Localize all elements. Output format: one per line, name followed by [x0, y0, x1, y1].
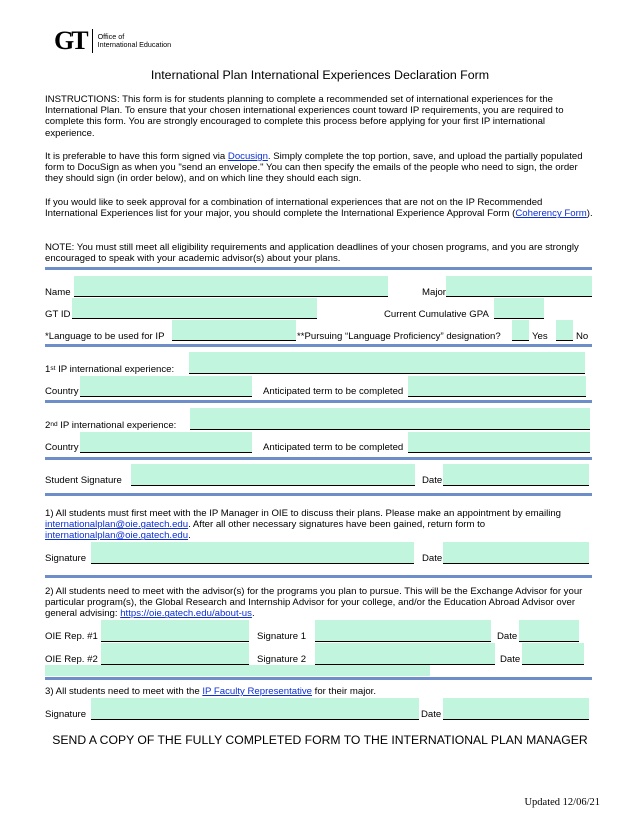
experience1-label: 1st IP international experience:	[45, 364, 175, 375]
section-divider	[45, 344, 592, 347]
approval-paragraph: If you would like to seek approval for a combination of international experiences that are not on the IP Recommended International Experiences list for your major, you should complete the International Experience Approval Form (Coherency Form).	[45, 197, 593, 220]
gt-logo-mark: GT	[54, 26, 86, 55]
rep1-label: OIE Rep. #1	[45, 631, 98, 642]
note-paragraph: NOTE: You must still meet all eligibility requirements and application deadlines of your chosen programs, and you are strongly encouraged to speak with your academic advisor(s) about your plans.	[45, 242, 579, 265]
sig1-label: Signature 1	[257, 631, 307, 642]
country1-field[interactable]	[80, 376, 252, 397]
section1-signature-label: Signature	[45, 553, 87, 564]
updated-date: Updated 12/06/21	[524, 797, 600, 808]
oie-about-link[interactable]: https://oie.gatech.edu/about-us	[120, 608, 252, 620]
ip-email-link-2[interactable]: internationalplan@oie.gatech.edu	[45, 530, 189, 542]
instructions-paragraph: INSTRUCTIONS: This form is for students planning to complete a recommended set of international experiences for the International Plan. To ensure that your chosen international experiences count toward IP requirements, you are required to complete this form. You are strongly encouraged to complete this process before applying for your first IP international experience.	[45, 94, 564, 139]
section-divider	[45, 677, 592, 680]
experience1-field[interactable]	[189, 352, 585, 374]
section-divider	[45, 267, 592, 270]
office-name: Office of International Education	[97, 31, 172, 49]
proficiency-label: **Pursuing “Language Proficiency” designation?	[297, 331, 501, 342]
date1-label: Date	[497, 631, 518, 642]
section1-date-label: Date	[422, 553, 443, 564]
term2-label: Anticipated term to be completed	[263, 442, 404, 453]
experience2-label: 2nd IP international experience:	[45, 420, 177, 431]
name-label: Name	[45, 287, 71, 298]
student-date-field[interactable]	[443, 464, 589, 486]
gpa-field[interactable]	[494, 298, 544, 319]
section1-signature-field[interactable]	[91, 542, 414, 564]
section-divider	[45, 493, 592, 496]
section1-text: 1) All students must first meet with the IP Manager in OIE to discuss their plans. Please make an appointment by emailing internationalplan@oie.gatech.edu. After all other necessary signatures have been gained, return form to internationalplan@oie.gatech.edu.	[45, 508, 562, 542]
logo-divider	[92, 29, 93, 53]
experience2-field[interactable]	[190, 408, 590, 430]
student-signature-field[interactable]	[131, 464, 415, 486]
term1-field[interactable]	[408, 376, 586, 397]
rep2-field[interactable]	[101, 643, 249, 665]
language-label: *Language to be used for IP	[45, 331, 165, 342]
sig2-label: Signature 2	[257, 654, 307, 665]
date1-field[interactable]	[519, 620, 579, 642]
section2-text: 2) All students need to meet with the advisor(s) for the programs you plan to pursue. This will be the Exchange Advisor for your particular program(s), the Global Research and Internship Advisor for your college, and/or the Education Abroad Advisor over general advising: https://oie.gatech.edu/about-us.	[45, 586, 583, 620]
faculty-rep-link[interactable]: IP Faculty Representative	[202, 686, 313, 697]
gt-oie-logo	[54, 28, 171, 54]
country2-label: Country	[45, 442, 79, 453]
gpa-label: Current Cumulative GPA	[384, 309, 489, 320]
section3-date-label: Date	[421, 709, 442, 720]
no-label: No	[576, 331, 589, 342]
footer-instruction: SEND A COPY OF THE FULLY COMPLETED FORM TO THE INTERNATIONAL PLAN MANAGER	[52, 733, 588, 747]
docusign-paragraph: It is preferable to have this form signed via Docusign. Simply complete the top portion, save, and upload the partially populated form to DocuSign as when you "send an envelope." You can then specify the emails of the people who need to sign, the order they should sign (in order below), and on which line they should each sign.	[45, 151, 583, 185]
section3-text: 3) All students need to meet with the IP Faculty Representative for their major.	[45, 686, 376, 697]
gtid-label: GT ID	[45, 309, 71, 320]
name-field[interactable]	[74, 276, 388, 297]
date2-label: Date	[500, 654, 521, 665]
student-date-label: Date	[422, 475, 443, 486]
student-signature-label: Student Signature	[45, 475, 122, 486]
section-divider	[45, 575, 592, 578]
date2-field[interactable]	[522, 643, 584, 665]
major-field[interactable]	[446, 276, 592, 297]
country1-label: Country	[45, 386, 79, 397]
yes-label: Yes	[532, 331, 548, 342]
term2-field[interactable]	[408, 432, 590, 453]
sig1-field[interactable]	[315, 620, 491, 642]
section3-date-field[interactable]	[443, 698, 589, 720]
ip-email-link[interactable]: internationalplan@oie.gatech.edu	[45, 519, 189, 531]
language-field[interactable]	[172, 320, 296, 341]
section3-signature-field[interactable]	[91, 698, 419, 720]
section1-date-field[interactable]	[443, 542, 589, 564]
section-divider	[45, 400, 592, 403]
docusign-link[interactable]: Docusign	[227, 151, 268, 162]
term1-label: Anticipated term to be completed	[263, 386, 404, 397]
extra-field[interactable]	[45, 665, 430, 676]
gtid-field[interactable]	[72, 298, 317, 319]
major-label: Major	[422, 287, 446, 298]
rep1-field[interactable]	[101, 620, 249, 642]
sig2-field[interactable]	[315, 643, 495, 665]
section-divider	[45, 457, 592, 460]
yes-field[interactable]	[512, 320, 529, 341]
country2-field[interactable]	[80, 432, 252, 453]
form-title: International Plan International Experiences Declaration Form	[150, 68, 490, 82]
section3-signature-label: Signature	[45, 709, 87, 720]
rep2-label: OIE Rep. #2	[45, 654, 98, 665]
no-field[interactable]	[556, 320, 573, 341]
coherency-form-link[interactable]: Coherency Form	[515, 208, 587, 220]
